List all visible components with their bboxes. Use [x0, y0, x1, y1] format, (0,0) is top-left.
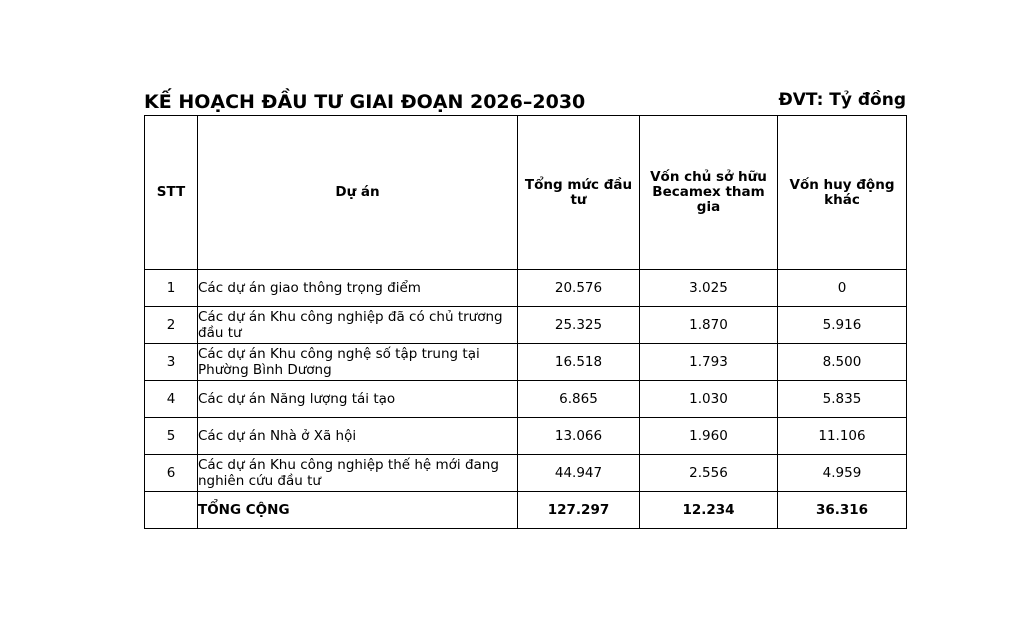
- unit-label: ĐVT: Tỷ đồng: [778, 90, 906, 110]
- header-project: Dự án: [198, 116, 518, 270]
- total-equity-sum: 12.234: [640, 492, 778, 529]
- row-other: 4.959: [778, 455, 907, 492]
- row-equity: 1.793: [640, 344, 778, 381]
- table-header-row: [145, 116, 907, 270]
- row-project: Các dự án Năng lượng tái tạo: [198, 381, 518, 418]
- row-other: 11.106: [778, 418, 907, 455]
- total-investment-sum: 127.297: [518, 492, 640, 529]
- row-project: Các dự án giao thông trọng điểm: [198, 270, 518, 307]
- row-stt: 4: [145, 381, 198, 418]
- total-stt: [145, 492, 198, 529]
- total-label: TỔNG CỘNG: [198, 492, 518, 529]
- header-stt: STT: [145, 116, 198, 270]
- row-other: 5.916: [778, 307, 907, 344]
- row-total: 6.865: [518, 381, 640, 418]
- table-total-row: [145, 492, 907, 529]
- table-row: [145, 307, 907, 344]
- table-row: [145, 381, 907, 418]
- row-other: 5.835: [778, 381, 907, 418]
- row-stt: 6: [145, 455, 198, 492]
- header-other-capital: Vốn huy động khác: [778, 116, 907, 270]
- row-stt: 3: [145, 344, 198, 381]
- row-equity: 3.025: [640, 270, 778, 307]
- row-total: 44.947: [518, 455, 640, 492]
- header-total-investment: Tổng mức đầu tư: [518, 116, 640, 270]
- investment-plan-table: [144, 115, 907, 529]
- table-row: [145, 270, 907, 307]
- total-other-sum: 36.316: [778, 492, 907, 529]
- row-stt: 1: [145, 270, 198, 307]
- row-equity: 1.870: [640, 307, 778, 344]
- row-other: 8.500: [778, 344, 907, 381]
- row-project: Các dự án Khu công nghiệp thế hệ mới đang nghiên cứu đầu tư: [198, 455, 518, 492]
- row-stt: 2: [145, 307, 198, 344]
- header-becamex-equity: Vốn chủ sở hữu Becamex tham gia: [640, 116, 778, 270]
- row-equity: 2.556: [640, 455, 778, 492]
- row-equity: 1.960: [640, 418, 778, 455]
- row-equity: 1.030: [640, 381, 778, 418]
- row-total: 25.325: [518, 307, 640, 344]
- page-title: KẾ HOẠCH ĐẦU TƯ GIAI ĐOẠN 2026–2030: [144, 91, 586, 113]
- row-project: Các dự án Nhà ở Xã hội: [198, 418, 518, 455]
- table-row: [145, 418, 907, 455]
- row-total: 16.518: [518, 344, 640, 381]
- row-stt: 5: [145, 418, 198, 455]
- table-row: [145, 455, 907, 492]
- row-project: Các dự án Khu công nghệ số tập trung tại Phường Bình Dương: [198, 344, 518, 381]
- table-row: [145, 344, 907, 381]
- row-total: 13.066: [518, 418, 640, 455]
- row-total: 20.576: [518, 270, 640, 307]
- row-project: Các dự án Khu công nghiệp đã có chủ trương đầu tư: [198, 307, 518, 344]
- row-other: 0: [778, 270, 907, 307]
